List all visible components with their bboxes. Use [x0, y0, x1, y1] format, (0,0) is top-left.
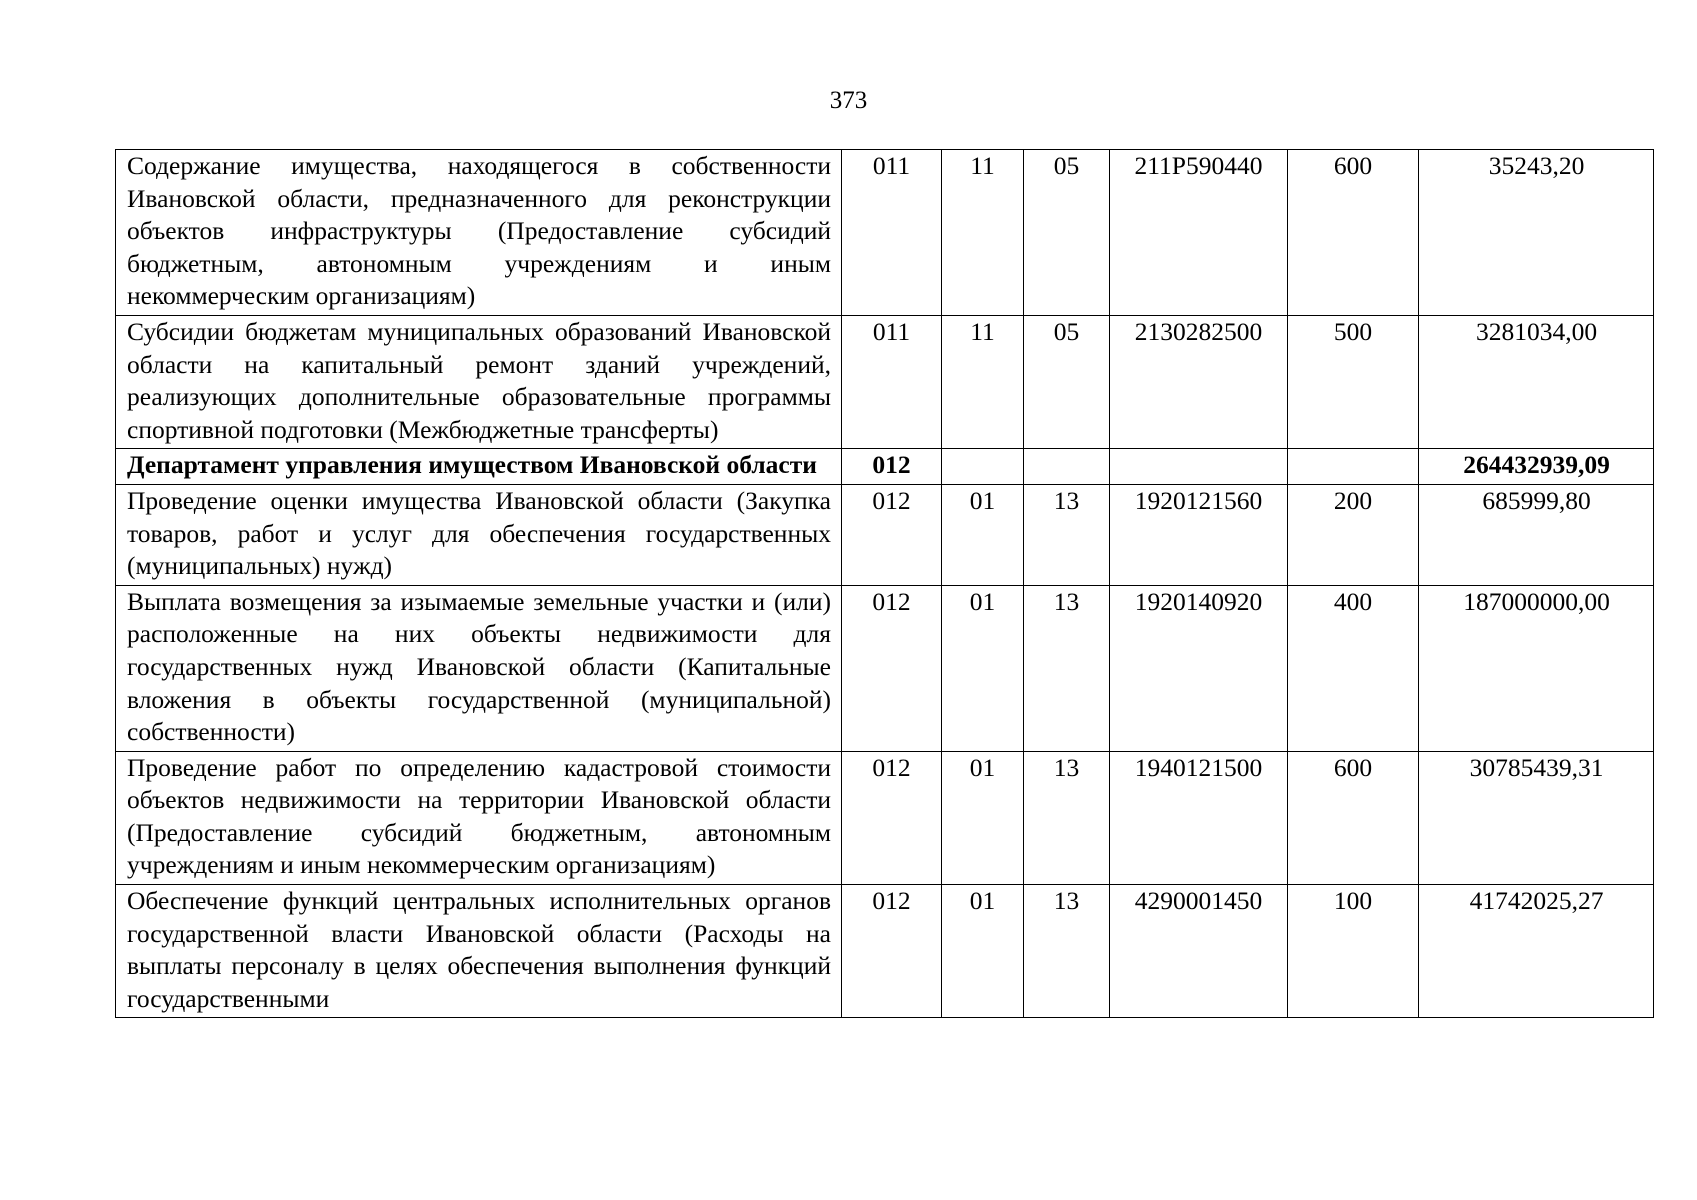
department-name: Департамент управления имуществом Ивановской области: [116, 449, 842, 485]
row-description: Проведение работ по определению кадастровой стоимости объектов недвижимости на территории Ивановской области (Предоставление субсидий бюджетным, автономным учреждениям и иным некоммерческим организациям): [116, 751, 842, 884]
table-row: [116, 751, 1654, 884]
row-description: Проведение оценки имущества Ивановской области (Закупка товаров, работ и услуг для обеспечения государственных (муниципальных) нужд): [116, 484, 842, 585]
row-grbs-code: 012: [842, 449, 942, 485]
row-grbs-code: 012: [842, 885, 942, 1018]
row-subsection-code: 05: [1024, 150, 1110, 316]
row-grbs-code: 011: [842, 150, 942, 316]
row-subsection-code: [1024, 449, 1110, 485]
row-expense-type-code: 400: [1288, 585, 1419, 751]
row-target-item-code: 1920121560: [1110, 484, 1288, 585]
row-section-code: [942, 449, 1024, 485]
row-target-item-code: 1920140920: [1110, 585, 1288, 751]
row-subsection-code: 05: [1024, 315, 1110, 448]
budget-table-body: [116, 150, 1654, 1018]
row-expense-type-code: 600: [1288, 150, 1419, 316]
table-row: [116, 150, 1654, 316]
row-expense-type-code: 200: [1288, 484, 1419, 585]
row-grbs-code: 012: [842, 585, 942, 751]
row-amount: 30785439,31: [1419, 751, 1654, 884]
row-target-item-code: 2130282500: [1110, 315, 1288, 448]
row-target-item-code: 1940121500: [1110, 751, 1288, 884]
row-section-code: 01: [942, 751, 1024, 884]
row-grbs-code: 012: [842, 484, 942, 585]
row-amount: 41742025,27: [1419, 885, 1654, 1018]
table-row: [116, 885, 1654, 1018]
row-section-code: 01: [942, 484, 1024, 585]
budget-table: [115, 149, 1654, 1018]
row-expense-type-code: 100: [1288, 885, 1419, 1018]
row-description: Субсидии бюджетам муниципальных образований Ивановской области на капитальный ремонт зданий учреждений, реализующих дополнительные образовательные программы спортивной подготовки (Межбюджетные трансферты): [116, 315, 842, 448]
row-section-code: 01: [942, 885, 1024, 1018]
row-subsection-code: 13: [1024, 885, 1110, 1018]
row-subsection-code: 13: [1024, 585, 1110, 751]
row-section-code: 01: [942, 585, 1024, 751]
row-grbs-code: 012: [842, 751, 942, 884]
department-total-amount: 264432939,09: [1419, 449, 1654, 485]
department-row: [116, 449, 1654, 485]
table-row: [116, 585, 1654, 751]
row-subsection-code: 13: [1024, 484, 1110, 585]
row-target-item-code: 211P590440: [1110, 150, 1288, 316]
row-description: Содержание имущества, находящегося в собственности Ивановской области, предназначенного для реконструкции объектов инфраструктуры (Предоставление субсидий бюджетным, автономным учреждениям и иным некоммерческим организациям): [116, 150, 842, 316]
row-expense-type-code: 500: [1288, 315, 1419, 448]
row-expense-type-code: [1288, 449, 1419, 485]
row-expense-type-code: 600: [1288, 751, 1419, 884]
row-subsection-code: 13: [1024, 751, 1110, 884]
row-amount: 3281034,00: [1419, 315, 1654, 448]
page-number: 373: [829, 87, 868, 114]
row-amount: 685999,80: [1419, 484, 1654, 585]
table-row: [116, 315, 1654, 448]
row-section-code: 11: [942, 150, 1024, 316]
table-row: [116, 484, 1654, 585]
row-description: Выплата возмещения за изымаемые земельные участки и (или) расположенные на них объекты недвижимости для государственных нужд Ивановской области (Капитальные вложения в объекты государственной (муниципальной) собственности): [116, 585, 842, 751]
row-target-item-code: 4290001450: [1110, 885, 1288, 1018]
row-amount: 35243,20: [1419, 150, 1654, 316]
row-grbs-code: 011: [842, 315, 942, 448]
row-description: Обеспечение функций центральных исполнительных органов государственной власти Ивановской области (Расходы на выплаты персоналу в целях обеспечения выполнения функций государственными: [116, 885, 842, 1018]
row-section-code: 11: [942, 315, 1024, 448]
row-target-item-code: [1110, 449, 1288, 485]
row-amount: 187000000,00: [1419, 585, 1654, 751]
